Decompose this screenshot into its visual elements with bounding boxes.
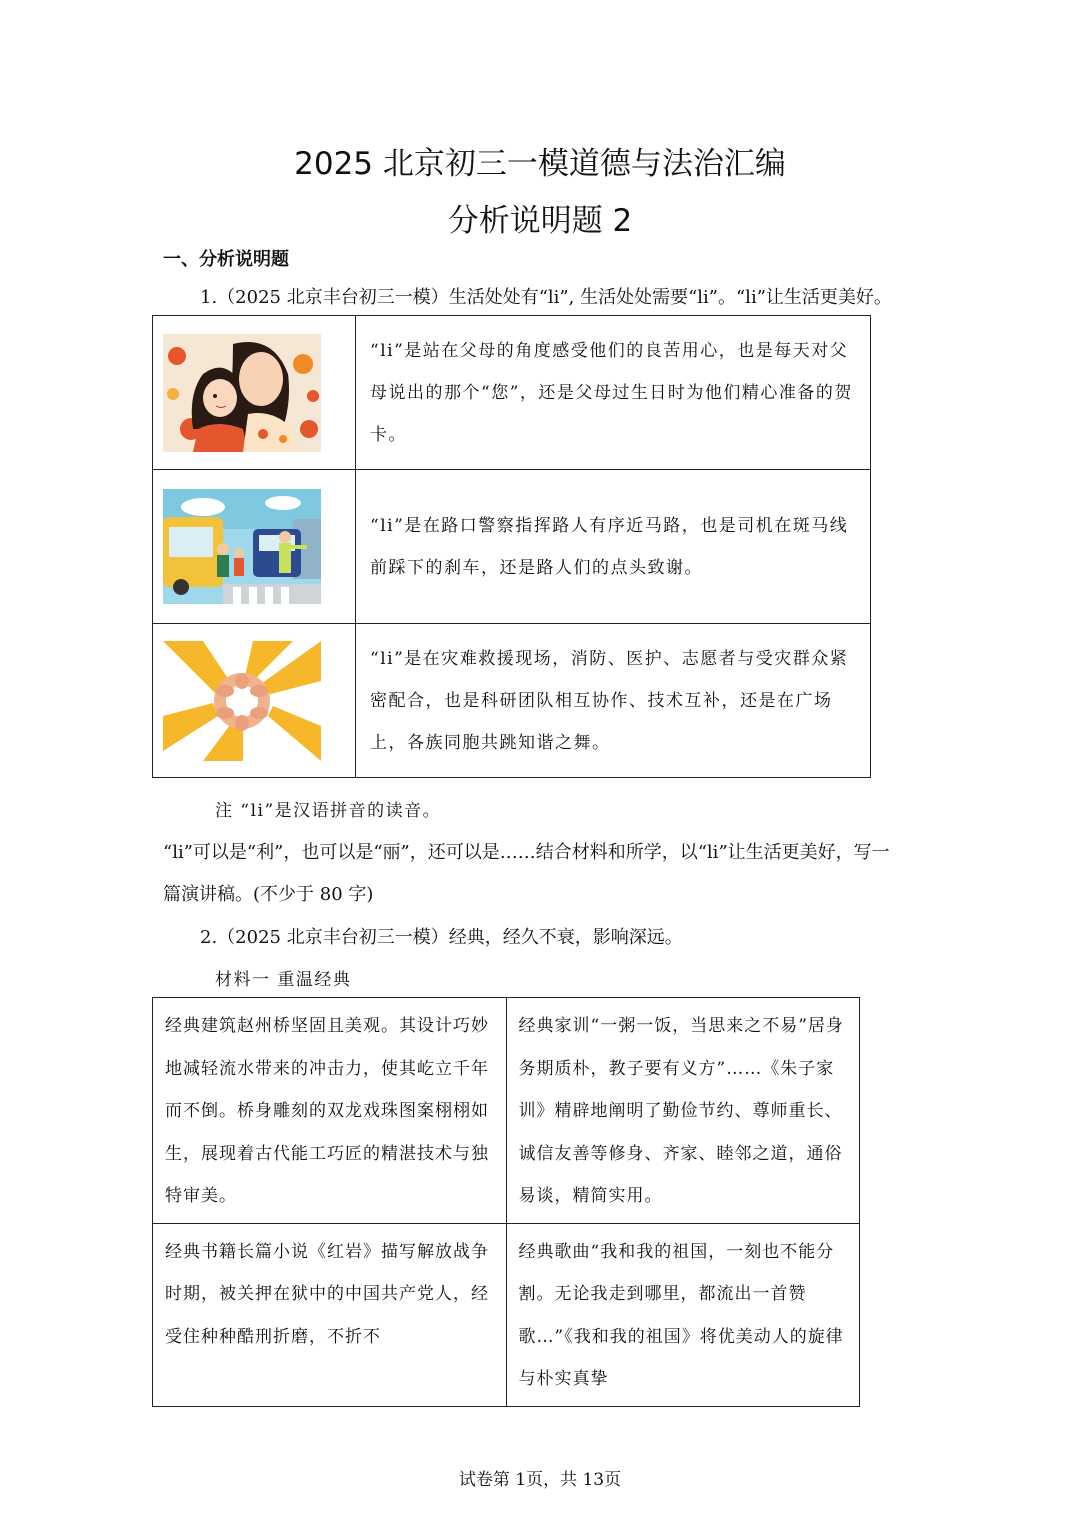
question-1-material-table — [152, 315, 871, 778]
material-text: “li”是站在父母的角度感受他们的良苦用心，也是每天对父母说出的那个“您”，还是父母过生日时为他们精心准备的贺卡。 — [356, 316, 871, 470]
joined-hands-illustration — [163, 641, 321, 761]
image-cell — [153, 316, 356, 470]
material-row — [153, 316, 871, 470]
question-1-prompt: “li”可以是“利”，也可以是“丽”，还可以是……结合材料和所学，以“li”让生活更美好，写一 — [163, 842, 890, 863]
question-1-stem: 1.（2025 北京丰台初三一模）生活处处有“li”, 生活处处需要“li”。“li”让生活更美好。 — [200, 287, 892, 308]
question-1-prompt-continued: 篇演讲稿。(不少于 80 字) — [163, 884, 374, 905]
page-footer: 试卷第 1页，共 13页 — [458, 1470, 622, 1490]
material-text: “li”是在路口警察指挥路人有序近马路，也是司机在斑马线前踩下的刹车，还是路人们的点头致谢。 — [356, 470, 871, 624]
material-row — [153, 624, 871, 778]
image-cell — [153, 470, 356, 624]
page-title: 2025 北京初三一模道德与法治汇编 — [294, 146, 786, 182]
material-text: “li”是在灾难救援现场，消防、医护、志愿者与受灾群众紧密配合，也是科研团队相互协作、技术互补，还是在广场上，各族同胞共跳知谐之舞。 — [356, 624, 871, 778]
image-cell — [153, 624, 356, 778]
material-cell: 经典建筑赵州桥坚固且美观。其设计巧妙地减轻流水带来的冲击力，使其屹立千年而不倒。桥身雕刻的双龙戏珠图案栩栩如生，展现着古代能工巧匠的精湛技术与独特审美。 — [153, 998, 507, 1224]
page-subtitle: 分析说明题 2 — [447, 203, 633, 239]
material-heading: 材料一 重温经典 — [215, 970, 352, 990]
material-row — [153, 470, 871, 624]
material-row — [153, 998, 860, 1224]
note-text: 注 “li”是汉语拼音的读音。 — [215, 801, 442, 821]
material-cell: 经典家训“一粥一饭，当思来之不易”居身务期质朴，教子要有义方”……《朱子家训》精辟地阐明了勤俭节约、尊师重长、诚信友善等修身、齐家、睦邻之道，通俗易谈，精简实用。 — [506, 998, 860, 1224]
material-cell: 经典歌曲“我和我的祖国，一刻也不能分割。无论我走到哪里，都流出一首赞歌…”《我和我的祖国》将优美动人的旋律与朴实真挚 — [506, 1223, 860, 1406]
question-2-material-table — [152, 997, 860, 1407]
question-2-stem: 2.（2025 北京丰台初三一模）经典，经久不衰，影响深远。 — [200, 927, 683, 948]
traffic-police-crosswalk-illustration — [163, 489, 321, 604]
material-row — [153, 1223, 860, 1406]
mother-daughter-illustration — [163, 334, 321, 452]
material-cell: 经典书籍长篇小说《红岩》描写解放战争时期，被关押在狱中的中国共产党人，经受住种种酷刑折磨，不折不 — [153, 1223, 507, 1406]
section-heading: 一、分析说明题 — [163, 249, 289, 270]
